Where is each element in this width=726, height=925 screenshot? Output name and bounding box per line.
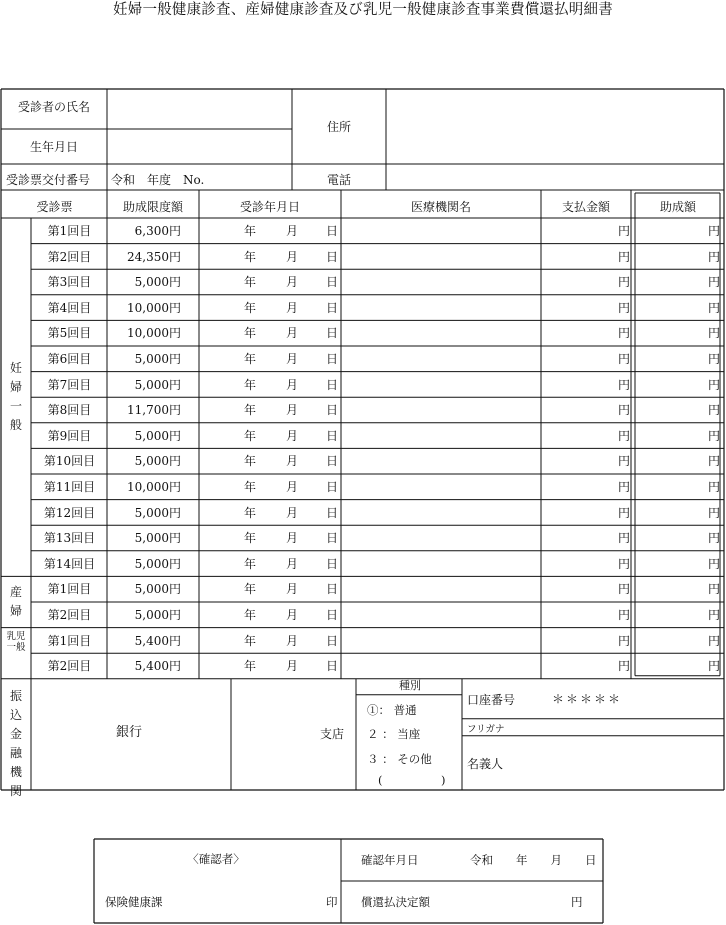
table-row-subsidy-yen[interactable]: 円 [708, 300, 721, 315]
table-row-date-year[interactable]: 年 [244, 224, 257, 238]
table-row-limit: 5,000円 [134, 377, 181, 392]
table-row-clinic-field[interactable] [343, 399, 539, 421]
table-row-clinic-field[interactable] [343, 527, 539, 549]
table-row-subsidy-yen[interactable]: 円 [708, 659, 721, 674]
table-row-date-day[interactable]: 日 [326, 428, 339, 443]
col-header-paid-amount: 支払金額 [561, 200, 610, 214]
table-row-date-year[interactable]: 年 [244, 275, 257, 290]
table-row-subsidy-yen[interactable]: 円 [708, 608, 721, 622]
table-row-date-month[interactable]: 月 [286, 403, 299, 418]
table-row-date-year[interactable]: 年 [244, 403, 257, 418]
table-row-paid-yen[interactable]: 円 [618, 300, 631, 315]
table-row-clinic-field[interactable] [343, 630, 539, 652]
table-row-subsidy-yen[interactable]: 円 [708, 531, 721, 546]
phone-field[interactable] [390, 166, 720, 190]
table-row-paid-yen[interactable]: 円 [618, 249, 631, 264]
address-field[interactable] [390, 90, 720, 162]
table-row-date-day[interactable]: 日 [326, 480, 339, 494]
dob-label: 生年月日 [29, 140, 78, 154]
table-row-clinic-field[interactable] [343, 476, 539, 498]
table-row-visit: 第11回目 [43, 480, 96, 494]
account-number-value[interactable]: ＊＊＊＊＊ [552, 692, 623, 706]
table-row-paid-yen[interactable]: 円 [618, 352, 631, 366]
table-row-visit: 第1回目 [47, 582, 92, 597]
table-row-date-month[interactable]: 月 [286, 377, 299, 392]
table-row-date-year[interactable]: 年 [244, 454, 257, 469]
table-row-date-year[interactable]: 年 [244, 428, 257, 443]
table-row-clinic-field[interactable] [343, 578, 539, 600]
account-type-label: 種別 [399, 679, 421, 692]
confirmer-label: 〈確認者〉 [187, 852, 245, 866]
table-row-date-year[interactable]: 年 [244, 633, 257, 648]
table-row-date-year[interactable]: 年 [244, 480, 257, 494]
table-row-subsidy-yen[interactable]: 円 [708, 275, 721, 290]
table-row-date-day[interactable]: 日 [326, 300, 339, 315]
table-row-paid-yen[interactable]: 円 [618, 531, 631, 546]
table-row-limit: 11,700円 [127, 403, 181, 418]
group-label-0: 妊婦一般 [9, 361, 22, 433]
table-row-visit: 第2回目 [47, 249, 92, 264]
holder-field[interactable] [520, 742, 720, 786]
table-row-subsidy-yen[interactable]: 円 [708, 403, 721, 418]
statement-form [0, 88, 726, 798]
table-row-date-year[interactable]: 年 [244, 377, 257, 392]
table-row-subsidy-yen[interactable]: 円 [708, 480, 721, 494]
account-number-label: 口座番号 [467, 693, 516, 707]
holder-label: 名義人 [467, 757, 504, 771]
table-row-clinic-field[interactable] [343, 220, 539, 242]
table-row-date-year[interactable]: 年 [244, 352, 257, 366]
table-row-limit: 5,000円 [134, 556, 181, 571]
decision-amount-label: 償還払決定額 [361, 895, 430, 909]
table-row-visit: 第3回目 [47, 275, 92, 290]
col-header-ticket: 受診票 [36, 200, 73, 214]
bank-section-label [6, 687, 26, 801]
table-row-paid-yen[interactable]: 円 [618, 480, 631, 494]
table-row-date-day[interactable]: 日 [326, 582, 339, 597]
account-type-ordinary[interactable]: ①： 普通 [367, 703, 417, 717]
dob-field[interactable] [110, 130, 290, 162]
table-row-paid-yen[interactable]: 円 [618, 454, 631, 469]
table-row-date-year[interactable]: 年 [244, 326, 257, 341]
col-header-subsidy: 助成額 [659, 200, 696, 214]
table-row-date-year[interactable]: 年 [244, 608, 257, 622]
table-row-visit: 第13回目 [43, 531, 96, 546]
table-row-date-month[interactable]: 月 [286, 428, 299, 443]
table-row-date-year[interactable]: 年 [244, 582, 257, 597]
table-row-clinic-field[interactable] [343, 502, 539, 524]
table-row-date-year[interactable]: 年 [244, 300, 257, 315]
table-row-limit: 5,000円 [134, 531, 181, 546]
ticket-number-label: 受診票交付番号 [6, 173, 91, 187]
table-row-date-day[interactable]: 日 [326, 608, 339, 622]
table-row-date-day[interactable]: 日 [326, 377, 339, 392]
table-row-visit: 第2回目 [47, 608, 92, 622]
table-row-clinic-field[interactable] [343, 348, 539, 370]
table-row-limit: 5,000円 [134, 275, 181, 290]
table-row-visit: 第10回目 [43, 454, 96, 469]
table-row-date-month[interactable]: 月 [286, 249, 299, 264]
name-field[interactable] [110, 90, 290, 128]
decision-amount-yen: 円 [571, 895, 583, 909]
table-row-subsidy-yen[interactable]: 円 [708, 249, 721, 264]
table-row-date-month[interactable]: 月 [286, 505, 299, 520]
table-row-subsidy-yen[interactable]: 円 [708, 224, 721, 238]
table-row-date-year[interactable]: 年 [244, 505, 257, 520]
table-row-visit: 第12回目 [43, 505, 96, 520]
table-row-paid-yen[interactable]: 円 [618, 659, 631, 674]
table-row-date-day[interactable]: 日 [326, 224, 339, 238]
table-row-date-month[interactable]: 月 [286, 633, 299, 648]
table-row-date-month[interactable]: 月 [286, 300, 299, 315]
group-label-2: 乳児一般 [6, 631, 26, 654]
table-row-date-month[interactable]: 月 [286, 531, 299, 546]
table-row-limit: 5,000円 [134, 352, 181, 366]
table-row-visit: 第6回目 [47, 352, 92, 366]
table-row-visit: 第14回目 [43, 556, 96, 571]
seal-mark[interactable]: 印 [326, 895, 338, 909]
table-row-visit: 第1回目 [47, 633, 92, 648]
table-row-date-month[interactable]: 月 [286, 224, 299, 238]
table-row-clinic-field[interactable] [343, 450, 539, 472]
ticket-number-value[interactable]: 令和 年度 No. [111, 173, 205, 187]
table-row-limit: 5,000円 [134, 582, 181, 597]
table-row-limit: 5,400円 [134, 659, 181, 674]
table-row-clinic-field[interactable] [343, 425, 539, 447]
table-row-visit: 第9回目 [47, 428, 92, 443]
table-row-visit: 第8回目 [47, 403, 92, 418]
table-row-clinic-field[interactable] [343, 271, 539, 293]
table-row-paid-yen[interactable]: 円 [618, 224, 631, 238]
table-row-clinic-field[interactable] [343, 374, 539, 396]
account-type-current[interactable]: ２ ： 当座 [367, 727, 421, 741]
col-header-clinic: 医療機関名 [410, 200, 471, 214]
table-row-date-month[interactable]: 月 [286, 454, 299, 469]
table-row-subsidy-yen[interactable]: 円 [708, 352, 721, 366]
table-row-subsidy-yen[interactable]: 円 [708, 377, 721, 392]
table-row-date-day[interactable]: 日 [326, 403, 339, 418]
table-row-clinic-field[interactable] [343, 553, 539, 575]
table-row-date-day[interactable]: 日 [326, 326, 339, 341]
col-header-limit: 助成限度額 [122, 200, 183, 214]
table-row-limit: 5,400円 [134, 633, 181, 648]
table-row-clinic-field[interactable] [343, 604, 539, 626]
table-row-date-day[interactable]: 日 [326, 505, 339, 520]
table-row-paid-yen[interactable]: 円 [618, 403, 631, 418]
table-row-limit: 10,000円 [127, 326, 181, 341]
account-type-other[interactable]: ３ ： その他 [367, 752, 432, 766]
table-row-subsidy-yen[interactable]: 円 [708, 326, 721, 341]
table-row-date-month[interactable]: 月 [286, 480, 299, 494]
table-row-paid-yen[interactable]: 円 [618, 556, 631, 571]
table-row-limit: 6,300円 [134, 224, 181, 238]
table-row-limit: 10,000円 [127, 480, 181, 494]
table-row-paid-yen[interactable]: 円 [618, 428, 631, 443]
confirmation-box [93, 838, 604, 924]
table-row-limit: 24,350円 [127, 249, 181, 264]
table-row-date-day[interactable]: 日 [326, 454, 339, 469]
bank-label: 銀行 [116, 725, 143, 740]
table-row-date-day[interactable]: 日 [326, 352, 339, 366]
table-row-subsidy-yen[interactable]: 円 [708, 582, 721, 597]
table-row-date-year[interactable]: 年 [244, 249, 257, 264]
table-row-visit: 第2回目 [47, 659, 92, 674]
table-row-clinic-field[interactable] [343, 246, 539, 268]
address-label: 住所 [326, 120, 351, 134]
table-row-paid-yen[interactable]: 円 [618, 633, 631, 648]
table-row-date-month[interactable]: 月 [286, 326, 299, 341]
document-title: 妊婦一般健康診査、産婦健康診査及び乳児一般健康診査事業費償還払明細書 [113, 2, 613, 18]
table-row-visit: 第1回目 [47, 224, 92, 238]
table-row-limit: 5,000円 [134, 454, 181, 469]
table-row-date-year[interactable]: 年 [244, 659, 257, 674]
table-row-visit: 第4回目 [47, 300, 92, 315]
group-label-1: 産婦 [9, 585, 22, 618]
department-label: 保険健康課 [105, 895, 163, 909]
table-row-date-day[interactable]: 日 [326, 659, 339, 674]
table-row-paid-yen[interactable]: 円 [618, 505, 631, 520]
table-row-date-day[interactable]: 日 [326, 275, 339, 290]
table-row-date-month[interactable]: 月 [286, 659, 299, 674]
table-row-visit: 第5回目 [47, 326, 92, 341]
table-row-date-month[interactable]: 月 [286, 582, 299, 597]
table-row-date-month[interactable]: 月 [286, 275, 299, 290]
table-row-date-month[interactable]: 月 [286, 556, 299, 571]
table-row-date-month[interactable]: 月 [286, 352, 299, 366]
table-row-subsidy-yen[interactable]: 円 [708, 454, 721, 469]
table-row-paid-yen[interactable]: 円 [618, 608, 631, 622]
table-row-subsidy-yen[interactable]: 円 [708, 428, 721, 443]
table-row-limit: 5,000円 [134, 428, 181, 443]
table-row-limit: 10,000円 [127, 300, 181, 315]
table-row-paid-yen[interactable]: 円 [618, 326, 631, 341]
furigana-label: フリガナ [467, 724, 505, 735]
table-row-clinic-field[interactable] [343, 655, 539, 677]
table-row-subsidy-yen[interactable]: 円 [708, 556, 721, 571]
table-row-date-year[interactable]: 年 [244, 556, 257, 571]
table-row-clinic-field[interactable] [343, 322, 539, 344]
table-row-date-day[interactable]: 日 [326, 531, 339, 546]
table-row-subsidy-yen[interactable]: 円 [708, 633, 721, 648]
branch-label: 支店 [320, 727, 345, 741]
table-row-date-day[interactable]: 日 [326, 633, 339, 648]
table-row-subsidy-yen[interactable]: 円 [708, 505, 721, 520]
confirm-date-label: 確認年月日 [361, 853, 419, 867]
table-row-paid-yen[interactable]: 円 [618, 377, 631, 392]
furigana-field[interactable] [520, 722, 720, 736]
table-row-limit: 5,000円 [134, 608, 181, 622]
table-row-date-month[interactable]: 月 [286, 608, 299, 622]
table-row-clinic-field[interactable] [343, 297, 539, 319]
phone-label: 電話 [326, 173, 351, 187]
table-row-date-day[interactable]: 日 [326, 249, 339, 264]
name-label: 受診者の氏名 [17, 100, 90, 114]
table-row-date-year[interactable]: 年 [244, 531, 257, 546]
confirm-date-value[interactable]: 令和 年 月 日 [470, 853, 597, 867]
table-row-paid-yen[interactable]: 円 [618, 582, 631, 597]
account-type-other-paren[interactable]: ( ) [378, 773, 446, 787]
bank-section-label-text: 振込金融機関 [9, 689, 22, 798]
col-header-visit-date: 受診年月日 [239, 200, 300, 214]
table-row-visit: 第7回目 [47, 377, 92, 392]
table-row-paid-yen[interactable]: 円 [618, 275, 631, 290]
table-row-limit: 5,000円 [134, 505, 181, 520]
table-row-date-day[interactable]: 日 [326, 556, 339, 571]
